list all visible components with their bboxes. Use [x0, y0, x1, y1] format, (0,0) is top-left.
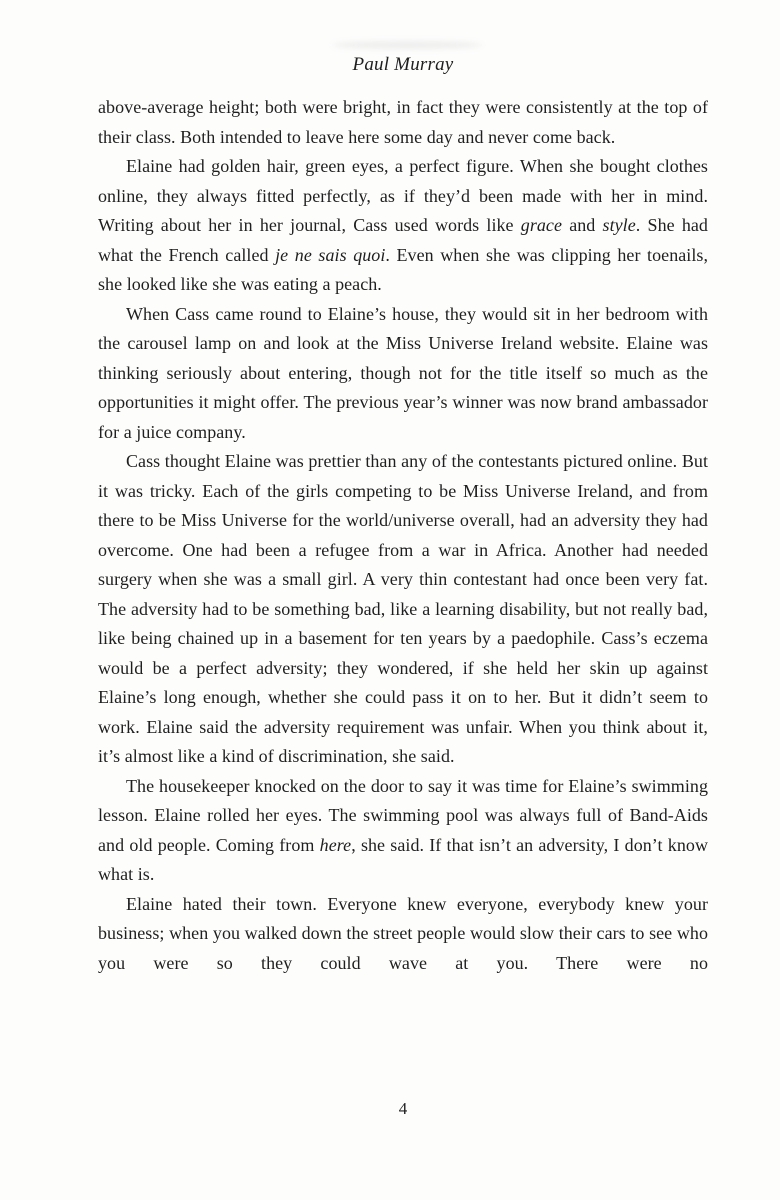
paragraph [98, 447, 708, 772]
text-run: and [562, 215, 603, 235]
paragraph [98, 93, 708, 152]
text-run: above-average height; both were bright, in fact they were consistently at the top of their class. Both intended to leave here some day and never come back. [98, 97, 708, 147]
italic-run: here [319, 834, 352, 855]
text-block [98, 93, 708, 978]
text-run: . She had what the French called [98, 215, 708, 265]
text-run: When Cass came round to Elaine’s house, they would sit in her bedroom with the carousel lamp on and look at the Miss Universe Ireland website. Elaine was thinking seriously about entering, though not for the title itself so much as the opportunities it might offer. The previous year’s winner was now brand ambassador for a juice company. [98, 303, 708, 442]
italic-run: grace [520, 215, 563, 235]
running-header: Paul Murray [352, 54, 454, 75]
text-run: The housekeeper knocked on the door to say it was time for Elaine’s swimming lesson. Elaine rolled her eyes. The swimming pool was always full of Band-Aids and old people. Coming from [98, 775, 708, 855]
text-run: Elaine hated their town. Everyone knew everyone, everybody knew your business; when you walked down the street people would slow their cars to see who you were so they could wave at you. There were no [98, 893, 708, 973]
page-number: 4 [398, 1099, 408, 1118]
text-run: , she said. If that isn’t an adversity, I don’t know what is. [98, 834, 708, 884]
italic-run: je ne sais quoi [275, 244, 386, 265]
italic-run: style [602, 215, 636, 235]
paragraph [98, 772, 708, 890]
text-run: . Even when she was clipping her toenails, she looked like she was eating a peach. [98, 244, 708, 294]
paragraph [98, 890, 708, 979]
paragraph [98, 300, 708, 448]
paragraph [98, 152, 708, 300]
text-run: Elaine had golden hair, green eyes, a perfect figure. When she bought clothes online, they always fitted perfectly, as if they’d been made with her in mind. Writing about her in her journal, Cass used words like [98, 156, 708, 235]
scan-artifact [332, 41, 482, 49]
text-run: Cass thought Elaine was prettier than any of the contestants pictured online. But it was tricky. Each of the girls competing to be Miss Universe Ireland, and from there to be Miss Universe for the world/universe overall, had an adversity they had overcome. One had been a refugee from a war in Africa. Another had needed surgery when she was a small girl. A very thin contestant had once been very fat. The adversity had to be something bad, like a learning disability, but not really bad, like being chained up in a basement for ten years by a paedophile. Cass’s eczema would be a perfect adversity; they wondered, if she held her skin up against Elaine’s long enough, whether she could pass it on to her. But it didn’t seem to work. Elaine said the adversity requirement was unfair. When you think about it, it’s almost like a kind of discrimination, she said. [98, 451, 708, 766]
